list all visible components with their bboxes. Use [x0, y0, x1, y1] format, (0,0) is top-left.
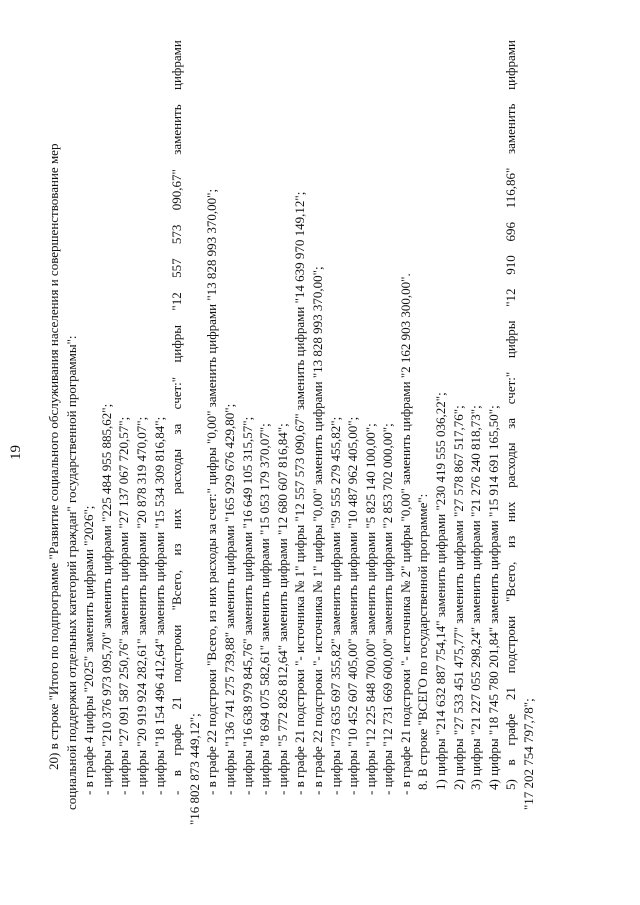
text-line: - в графе 21 подстроки "Всего, из них расходы за счет:" цифры "12 557 573 090,67" заменить цифрами — [169, 40, 185, 795]
text-line: - цифры "12 225 848 700,00" заменить цифрами "5 825 140 100,00"; — [362, 423, 378, 795]
text-line: - цифры "5 772 826 812,64" заменить цифрами "12 680 607 816,84"; — [274, 423, 290, 795]
text-line: социальной поддержки отдельных категорий граждан" государственной программы": — [63, 335, 79, 810]
text-line: - цифры "16 638 979 845,76" заменить цифрами "16 649 105 315,57"; — [239, 416, 255, 795]
text-line: 1) цифры "214 632 887 754,14" заменить цифрами "230 419 555 036,22"; — [433, 392, 449, 790]
text-line: "17 202 754 797,78"; — [521, 698, 537, 810]
text-line: 8. В строке "ВСЕГО по государственной программе": — [415, 493, 431, 790]
text-line: - в графе 22 подстроки "- источника № 1" цифры "0,00" заменить цифрами "13 828 993 370,00"; — [309, 266, 325, 795]
text-line: - в графе 4 цифры "2025" заменить цифрами "2026"; — [81, 505, 97, 795]
text-line: 2) цифры "27 533 451 475,77" заменить цифрами "27 578 867 517,76"; — [450, 405, 466, 790]
text-line: - цифры "136 741 275 739,88" заменить цифрами "165 929 676 429,80"; — [221, 403, 237, 795]
text-line: 4) цифры "18 745 780 201,84" заменить цифрами "15 914 691 165,50"; — [485, 405, 501, 790]
text-line: 5) в графе 21 подстроки "Всего, из них расходы за счет:" цифры "12 910 696 116,86" заменить цифрами — [503, 40, 519, 790]
text-line: - цифры "27 091 587 250,76" заменить цифрами "27 137 067 720,57"; — [116, 416, 132, 795]
text-line: 20) в строке "Итого по подпрограмме "Развитие социального обслуживания населения и совершенствование мер — [46, 143, 61, 770]
text-line: - цифры "10 452 607 405,00" заменить цифрами "10 487 962 405,00"; — [345, 416, 361, 795]
text-line: "16 802 873 449,12"; — [186, 713, 202, 825]
text-line: - цифры "12 731 669 600,00" заменить цифрами "2 853 702 000,00"; — [380, 423, 396, 795]
text-line: - в графе 21 подстроки "- источника № 1" цифры "12 557 573 090,67" заменить цифрами "14 639 970 149,12"; — [292, 191, 308, 795]
text-line: - цифры "73 635 697 355,82" заменить цифрами "59 555 279 455,82"; — [327, 416, 343, 795]
text-line: - цифры "210 376 973 095,70" заменить цифрами "225 484 955 885,62"; — [98, 403, 114, 795]
page-number: 19 — [8, 445, 24, 460]
text-line: 3) цифры "21 227 055 298,24" заменить цифрами "21 276 240 818,73"; — [468, 405, 484, 790]
text-line: - цифры "18 154 496 412,64" заменить цифрами "15 534 309 816,84"; — [151, 416, 167, 795]
text-line: - в графе 22 подстроки "Всего, из них расходы за счет:" цифры "0,00" заменить цифрами "13 828 993 370,00"; — [204, 188, 220, 795]
text-line: - цифры "20 919 924 282,61" заменить цифрами "20 878 319 470,07"; — [133, 416, 149, 795]
text-line: - цифры "8 694 075 582,61" заменить цифрами "15 053 179 370,07"; — [257, 423, 273, 795]
document-body — [45, 40, 538, 825]
text-line: - в графе 21 подстроки "- источника № 2" цифры "0,00" заменить цифрами "2 162 903 300,00". — [397, 273, 413, 795]
